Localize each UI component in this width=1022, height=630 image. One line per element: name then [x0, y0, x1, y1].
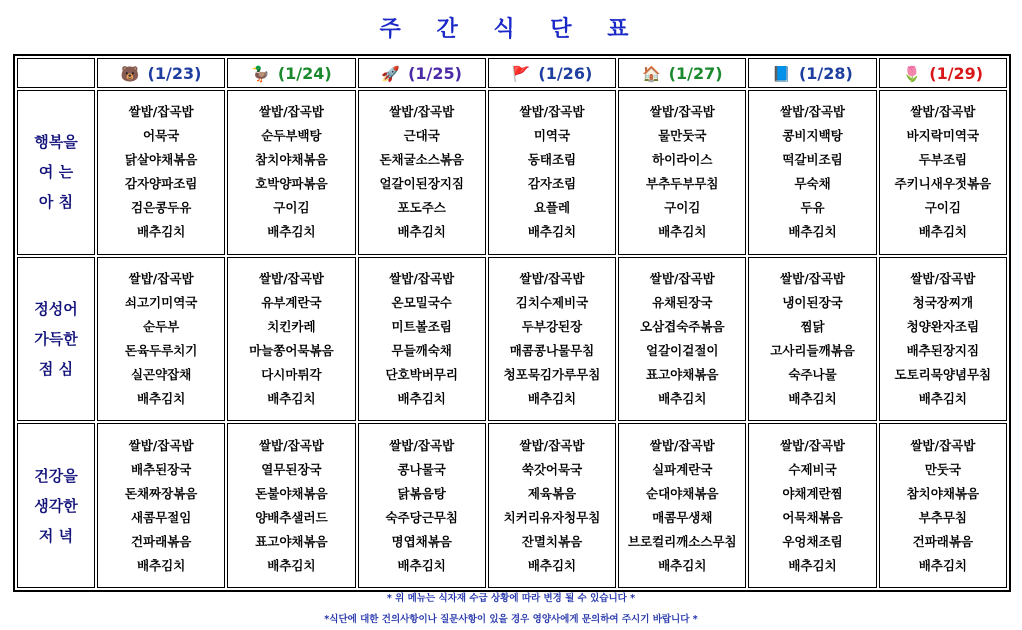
menu-item: 주키니새우젓볶음 [894, 176, 992, 192]
lunch-row [17, 257, 1007, 422]
menu-item: 배추김치 [788, 224, 837, 240]
menu-item: 도토리묵양념무침 [894, 366, 992, 382]
menu-item: 동태조림 [527, 152, 577, 168]
day-date-5: (1/27) [668, 63, 723, 83]
meal-label-line: 가득한 [34, 329, 78, 348]
lunch-day-2 [227, 257, 355, 422]
menu-item: 돈채굴소스볶음 [379, 152, 464, 168]
corner-cell [17, 58, 95, 88]
menu-item: 실파계란국 [652, 461, 713, 477]
menu-item: 양배추샐러드 [255, 509, 328, 525]
meal-label-line: 점 심 [38, 359, 74, 378]
meal-label-line: 행복을 [34, 133, 78, 152]
menu-item: 매콤콩나물무침 [509, 342, 595, 358]
menu-item: 배추김치 [918, 557, 967, 573]
menu-item: 배추김치 [527, 224, 577, 240]
menu-item: 배추김치 [397, 557, 446, 573]
day-date-2: (1/24) [277, 63, 332, 83]
lunch-day-1 [97, 257, 225, 422]
meal-label-line: 여 는 [38, 163, 74, 182]
menu-item: 배추김치 [136, 557, 186, 573]
day-header-1 [97, 58, 225, 88]
dinner-day-7 [879, 423, 1007, 588]
menu-item: 단호박버무리 [385, 366, 458, 382]
menu-item: 만둣국 [924, 461, 961, 477]
menu-item: 근대국 [403, 128, 440, 144]
menu-item: 얼갈이된장지짐 [379, 176, 464, 192]
lunch-day-5 [618, 257, 746, 422]
menu-item: 부추무침 [918, 509, 967, 525]
menu-item: 쌀밥/잡곡밥 [780, 104, 846, 120]
menu-item: 쌀밥/잡곡밥 [389, 104, 455, 120]
menu-item: 고사리들깨볶음 [770, 342, 855, 358]
menu-item: 쌀밥/잡곡밥 [910, 437, 976, 453]
menu-item: 물만둣국 [658, 128, 707, 144]
menu-item: 쌀밥/잡곡밥 [910, 104, 976, 120]
menu-item: 쌀밥/잡곡밥 [389, 437, 455, 453]
day-header-row [17, 58, 1007, 88]
day-header-5 [618, 58, 746, 88]
menu-item: 숙주당근무침 [385, 509, 458, 525]
meal-label-line: 생각한 [34, 496, 78, 515]
menu-item: 쌀밥/잡곡밥 [258, 104, 324, 120]
menu-item: 숙주나물 [788, 366, 837, 382]
menu-item: 배추김치 [918, 224, 967, 240]
menu-item: 배추김치 [136, 390, 186, 406]
dinner-label [17, 423, 95, 588]
menu-item: 배추김치 [658, 390, 707, 406]
menu-item: 배추된장국 [130, 461, 192, 477]
menu-item: 배추된장지짐 [906, 342, 980, 358]
menu-item: 치킨카레 [267, 318, 316, 334]
menu-item: 어묵채볶음 [782, 509, 843, 525]
dinner-row [17, 423, 1007, 588]
menu-item: 쌀밥/잡곡밥 [780, 437, 846, 453]
breakfast-day-4 [488, 90, 616, 255]
menu-item: 온모밀국수 [391, 294, 452, 310]
day-header-3 [358, 58, 486, 88]
day-icon-4: 🚩 [511, 64, 531, 83]
menu-item: 구이김 [924, 200, 961, 216]
page-title: 주 간 식 단 표 [379, 17, 643, 42]
meal-label-line: 건강을 [34, 466, 78, 485]
menu-item: 검은콩두유 [130, 200, 192, 216]
day-icon-6: 📘 [772, 64, 791, 83]
menu-item: 콩나물국 [397, 461, 446, 477]
menu-item: 무숙채 [794, 176, 831, 192]
breakfast-day-7 [879, 90, 1007, 255]
menu-item: 청국장찌개 [912, 294, 974, 310]
lunch-day-3 [358, 257, 486, 422]
dinner-day-1 [97, 423, 225, 588]
menu-item: 유채된장국 [652, 294, 713, 310]
day-header-6 [748, 58, 876, 88]
menu-item: 수제비국 [788, 461, 837, 477]
day-header-7 [879, 58, 1007, 88]
menu-item: 어묵국 [143, 128, 180, 144]
day-date-4: (1/26) [538, 63, 593, 83]
menu-item: 잔멸치볶음 [521, 533, 583, 549]
breakfast-day-5 [618, 90, 746, 255]
menu-item: 실곤약잡채 [130, 366, 192, 382]
notice-contact: *식단에 대한 건의사항이나 질문사항이 있을 경우 영양사에게 문의하여 주시기 바랍니다 * [324, 614, 698, 625]
menu-item: 돈불야채볶음 [255, 485, 328, 501]
dinner-day-4 [488, 423, 616, 588]
menu-item: 감자조림 [527, 176, 577, 192]
menu-item: 닭살야채볶음 [124, 152, 198, 168]
day-icon-5: 🏠 [641, 64, 661, 83]
menu-item: 쌀밥/잡곡밥 [519, 104, 585, 120]
menu-item: 쌀밥/잡곡밥 [128, 270, 194, 286]
menu-item: 쌀밥/잡곡밥 [649, 437, 715, 453]
menu-item: 포도주스 [397, 200, 446, 216]
menu-item: 배추김치 [397, 224, 446, 240]
breakfast-row [17, 90, 1007, 255]
day-date-6: (1/28) [798, 63, 853, 83]
menu-item: 미트볼조림 [391, 318, 452, 334]
menu-item: 감자양파조림 [124, 176, 198, 192]
menu-item: 두부조림 [918, 152, 967, 168]
breakfast-day-1 [97, 90, 225, 255]
menu-item: 배추김치 [267, 557, 316, 573]
menu-item: 유부계란국 [261, 294, 322, 310]
day-icon-7: 🌷 [902, 64, 922, 83]
menu-item: 떡갈비조림 [782, 152, 843, 168]
menu-item: 구이김 [664, 200, 701, 216]
lunch-day-7 [879, 257, 1007, 422]
menu-item: 배추김치 [267, 224, 316, 240]
meal-label-line: 아 침 [38, 193, 74, 212]
menu-item: 요플레 [533, 200, 571, 216]
menu-item: 무들깨숙채 [391, 342, 452, 358]
day-header-4 [488, 58, 616, 88]
menu-item: 구이김 [273, 200, 310, 216]
breakfast-label [17, 90, 95, 255]
menu-item: 부추두부무침 [646, 176, 719, 192]
menu-item: 건파래볶음 [130, 533, 192, 549]
menu-item: 배추김치 [658, 557, 707, 573]
menu-item: 명엽채볶음 [391, 533, 452, 549]
menu-item: 청포묵김가루무침 [503, 366, 601, 382]
menu-item: 쌀밥/잡곡밥 [910, 270, 976, 286]
day-date-3: (1/25) [408, 63, 462, 83]
menu-item: 참치야채볶음 [255, 152, 328, 168]
menu-item: 미역국 [533, 128, 571, 144]
day-icon-1: 🐻 [120, 64, 140, 83]
menu-item: 우엉채조림 [782, 533, 843, 549]
menu-item: 쌀밥/잡곡밥 [258, 437, 324, 453]
menu-item: 배추김치 [527, 390, 577, 406]
meal-label-line: 저 녁 [38, 526, 74, 545]
menu-item: 쌀밥/잡곡밥 [519, 437, 585, 453]
menu-item: 배추김치 [527, 557, 577, 573]
day-header-2 [227, 58, 355, 88]
menu-item: 순두부백탕 [261, 128, 322, 144]
menu-item: 쌀밥/잡곡밥 [128, 437, 194, 453]
menu-item: 쌀밥/잡곡밥 [389, 270, 455, 286]
menu-item: 쌀밥/잡곡밥 [258, 270, 324, 286]
menu-item: 배추김치 [788, 557, 837, 573]
menu-item: 표고야채볶음 [255, 533, 328, 549]
day-date-1: (1/23) [147, 63, 202, 83]
lunch-day-4 [488, 257, 616, 422]
menu-item: 건파래볶음 [912, 533, 974, 549]
dinner-day-2 [227, 423, 355, 588]
menu-item: 배추김치 [267, 390, 316, 406]
menu-item: 냉이된장국 [782, 294, 843, 310]
day-date-7: (1/29) [929, 63, 984, 83]
menu-item: 치커리유자청무침 [503, 509, 601, 525]
menu-item: 오삼겹숙주볶음 [640, 318, 725, 334]
menu-item: 쌀밥/잡곡밥 [519, 270, 585, 286]
menu-item: 쌀밥/잡곡밥 [649, 270, 715, 286]
menu-item: 돈육두루치기 [124, 342, 198, 358]
lunch-label [17, 257, 95, 422]
menu-item: 배추김치 [788, 390, 837, 406]
menu-item: 브로컬리깨소스무침 [627, 533, 737, 549]
menu-item: 두부강된장 [521, 318, 583, 334]
menu-item: 배추김치 [658, 224, 707, 240]
menu-item: 야채계란찜 [782, 485, 843, 501]
menu-item: 바지락미역국 [906, 128, 980, 144]
weekly-menu-table [13, 54, 1011, 592]
menu-item: 청양완자조림 [906, 318, 980, 334]
breakfast-day-6 [748, 90, 876, 255]
breakfast-day-2 [227, 90, 355, 255]
menu-item: 제육볶음 [527, 485, 577, 501]
menu-item: 새콤무절임 [130, 509, 192, 525]
menu-item: 배추김치 [136, 224, 186, 240]
menu-item: 하이라이스 [652, 152, 713, 168]
menu-item: 다시마튀각 [261, 366, 322, 382]
dinner-day-6 [748, 423, 876, 588]
menu-item: 호박양파볶음 [255, 176, 328, 192]
menu-item: 쌀밥/잡곡밥 [780, 270, 846, 286]
meal-label-line: 정성어 [34, 299, 78, 318]
menu-item: 콩비지백탕 [782, 128, 843, 144]
menu-item: 돈채짜장볶음 [124, 485, 198, 501]
menu-item: 배추김치 [397, 390, 446, 406]
menu-item: 김치수제비국 [515, 294, 589, 310]
menu-item: 참치야채볶음 [906, 485, 980, 501]
menu-item: 얼갈이겉절이 [646, 342, 719, 358]
dinner-day-3 [358, 423, 486, 588]
menu-item: 쌀밥/잡곡밥 [128, 104, 194, 120]
menu-item: 순대야채볶음 [646, 485, 719, 501]
menu-item: 찜닭 [800, 318, 825, 334]
menu-item: 쑥갓어묵국 [521, 461, 583, 477]
notice-change: * 위 메뉴는 식자재 수급 상황에 따라 변경 될 수 있습니다 * [386, 593, 636, 604]
breakfast-day-3 [358, 90, 486, 255]
day-icon-2: 🦆 [251, 64, 270, 83]
menu-item: 쇠고기미역국 [124, 294, 198, 310]
menu-item: 두유 [800, 200, 825, 216]
menu-item: 매콤무생채 [652, 509, 713, 525]
menu-item: 표고야채볶음 [646, 366, 719, 382]
menu-item: 마늘쫑어묵볶음 [249, 342, 334, 358]
menu-item: 순두부 [143, 318, 180, 334]
day-icon-3: 🚀 [381, 64, 401, 83]
menu-item: 쌀밥/잡곡밥 [649, 104, 715, 120]
dinner-day-5 [618, 423, 746, 588]
menu-item: 배추김치 [918, 390, 967, 406]
lunch-day-6 [748, 257, 876, 422]
menu-item: 열무된장국 [261, 461, 322, 477]
menu-item: 닭볶음탕 [397, 485, 446, 501]
